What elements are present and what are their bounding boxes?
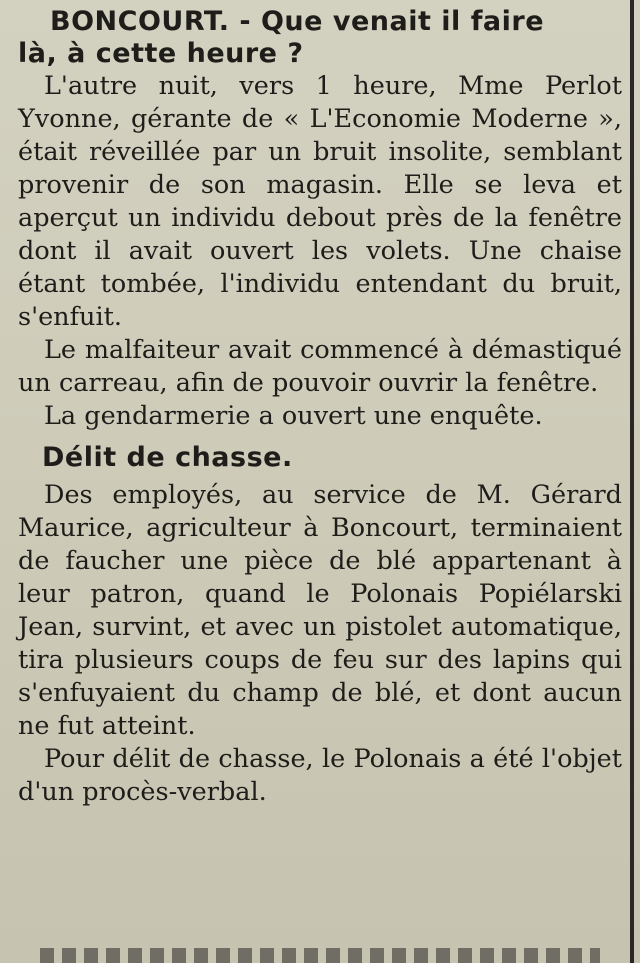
column-rule: [630, 0, 634, 963]
heading-line-2: là, à cette heure ?: [18, 38, 304, 69]
cut-off-next-heading: [40, 948, 600, 963]
article-heading: [18, 6, 622, 70]
article-paragraph: Pour délit de chasse, le Polonais a été l'objet d'un procès-verbal.: [18, 744, 622, 807]
article-paragraph: Des employés, au service de M. Gérard Maurice, agriculteur à Boncourt, terminaient de faucher une pièce de blé appartenant à leur patron, quand le Polonais Popiélarski Jean, survint, et avec un pistolet automatique, tira plusieurs coups de feu sur des lapins qui s'enfuyaient du champ de blé, et dont aucun ne fut atteint.: [18, 480, 622, 741]
article-column: [18, 6, 622, 809]
heading-line-1: BONCOURT. - Que venait il faire: [50, 6, 545, 37]
article-paragraph: L'autre nuit, vers 1 heure, Mme Perlot Yvonne, gérante de « L'Economie Moderne », était réveillée par un bruit insolite, semblant provenir de son magasin. Elle se leva et aperçut un individu debout près de la fenêtre dont il avait ouvert les volets. Une chaise étant tombée, l'individu entendant du bruit, s'enfuit.: [18, 71, 622, 332]
section-heading: Délit de chasse.: [42, 442, 293, 473]
article-paragraph: Le malfaiteur avait commencé à démastiqué un carreau, afin de pouvoir ouvrir la fenêtre.: [18, 335, 622, 398]
article-paragraph: La gendarmerie a ouvert une enquête.: [44, 401, 543, 431]
